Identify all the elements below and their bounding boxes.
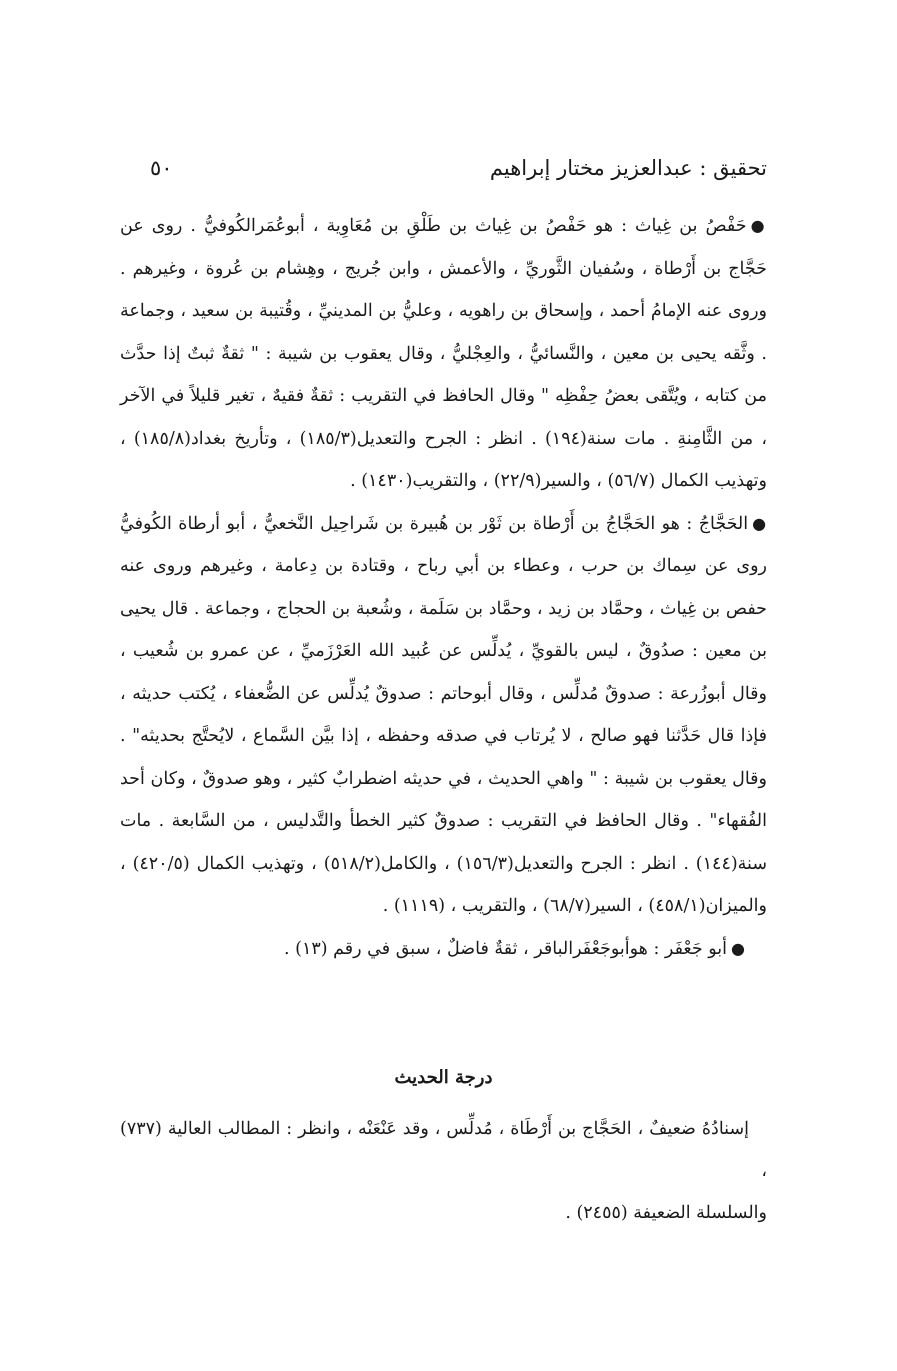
grade-line: والسلسلة الضعيفة (٢٤٥٥) . xyxy=(565,1203,767,1223)
entry-hafs-bin-ghiyath xyxy=(120,205,767,503)
bullet-icon: ● xyxy=(752,513,767,533)
bullet-icon: ● xyxy=(750,216,767,235)
footnotes-body xyxy=(120,205,767,970)
entry-abu-jafar xyxy=(120,928,767,971)
entry-al-hajjaj xyxy=(120,503,767,928)
entry-text: أبو جَعْفَر : هوأبوجَعْفَرالباقر ، ثقةٌ فاضلٌ ، سبق في رقم (١٣) . xyxy=(284,938,728,959)
header-title: تحقيق : عبدالعزيز مختار إبراهيم xyxy=(489,156,767,180)
page-header xyxy=(150,148,767,188)
hadith-grade-text xyxy=(120,1108,767,1234)
bullet-icon: ● xyxy=(731,938,745,958)
grade-line: إسنادُهُ ضعيفٌ ، الحَجَّاج بن أَرْطَاة ، مُدلِّس ، وقد عَنْعَنْه ، وانظر : المطالب العالية (٧٣٧) ، xyxy=(120,1119,767,1181)
entry-text: الحَجَّاجُ : هو الحَجَّاجُ بن أَرْطاة بن ثَوْر بن هُبيرة بن شَراحِيل النَّخعيُّ ، أبو أرطاة الكُوفيُّ روى عن سِماك بن حرب ، وعطاء بن أبي رباح ، وقتادة بن دِعامة ، وغيرهم وروى عنه حفص بن غِياث ، وحمَّاد بن زيد ، وحمَّاد بن سَلَمة ، وشُعبة بن الحجاج ، وجماعة . قال يحيى بن معين : صدُوقٌ ، ليس بالقويِّ ، يُدلِّس عن عُبيد الله العَرْزَميِّ ، عن عمرو بن شُعيب ، وقال أبوزُرعة : صدوقٌ مُدلِّس ، وقال أبوحاتم : صدوقٌ يُدلِّس عن الضُّعفاء ، يُكتب حديثه ، فإذا قال حَدَّثنا فهو صالح ، لا يُرتاب في صدقه وحفظه ، إذا بيَّن السَّماع ، لايُحتَّج بحديثه" . وقال يعقوب بن شيبة : " واهي الحديث ، في حديثه اضطرابٌ كثير ، وهو صدوقٌ ، وكان أحد الفُقهاء" . وقال الحافظ في التقريب : صدوقٌ كثير الخطأ والتَّدليس ، من السَّابعة . مات سنة(١٤٤) . انظر : الجرح والتعديل(١٥٦/٣) ، والكامل(٥١٨/٢) ، وتهذيب الكمال (٤٢٠/٥) ، والميزان(٤٥٨/١) ، السير(٦٨/٧) ، والتقريب ، (١١١٩) . xyxy=(120,513,767,916)
page-number: ٥٠ xyxy=(150,156,173,180)
section-heading: درجة الحديث xyxy=(394,1067,493,1088)
entry-text: حَفْصُ بن غِياث : هو حَفْصُ بن غِياث بن طَلْقِ بن مُعَاوِية ، أبوعُمَرالكُوفيُّ . روى عن حَجَّاج بن أَرْطاة ، وسُفيان الثَّوريِّ ، والأعمش ، وابن جُريج ، وهِشام بن عُروة ، وغيرهم . وروى عنه الإمامُ أحمد ، وإسحاق بن راهويه ، وعليُّ بن المدينيِّ ، وقُتيبة بن سعيد ، وجماعة . وثَّقه يحيى بن معين ، والنَّسائيُّ ، والعِجْليُّ ، وقال يعقوب بن شيبة : " ثقةٌ ثبتٌ إذا حدَّث من كتابه ، ويُتَّقى بعضُ حِفْظِه " وقال الحافظ في التقريب : ثقةٌ فقيهٌ ، تغير قليلاً في الآخر ، من الثَّامِنةِ . مات سنة(١٩٤) . انظر : الجرح والتعديل(١٨٥/٣) ، وتأريخ بغداد(١٨٥/٨) ، وتهذيب الكمال (٥٦/٧) ، والسير(٢٢/٩) ، والتقريب(١٤٣٠) . xyxy=(120,216,767,491)
